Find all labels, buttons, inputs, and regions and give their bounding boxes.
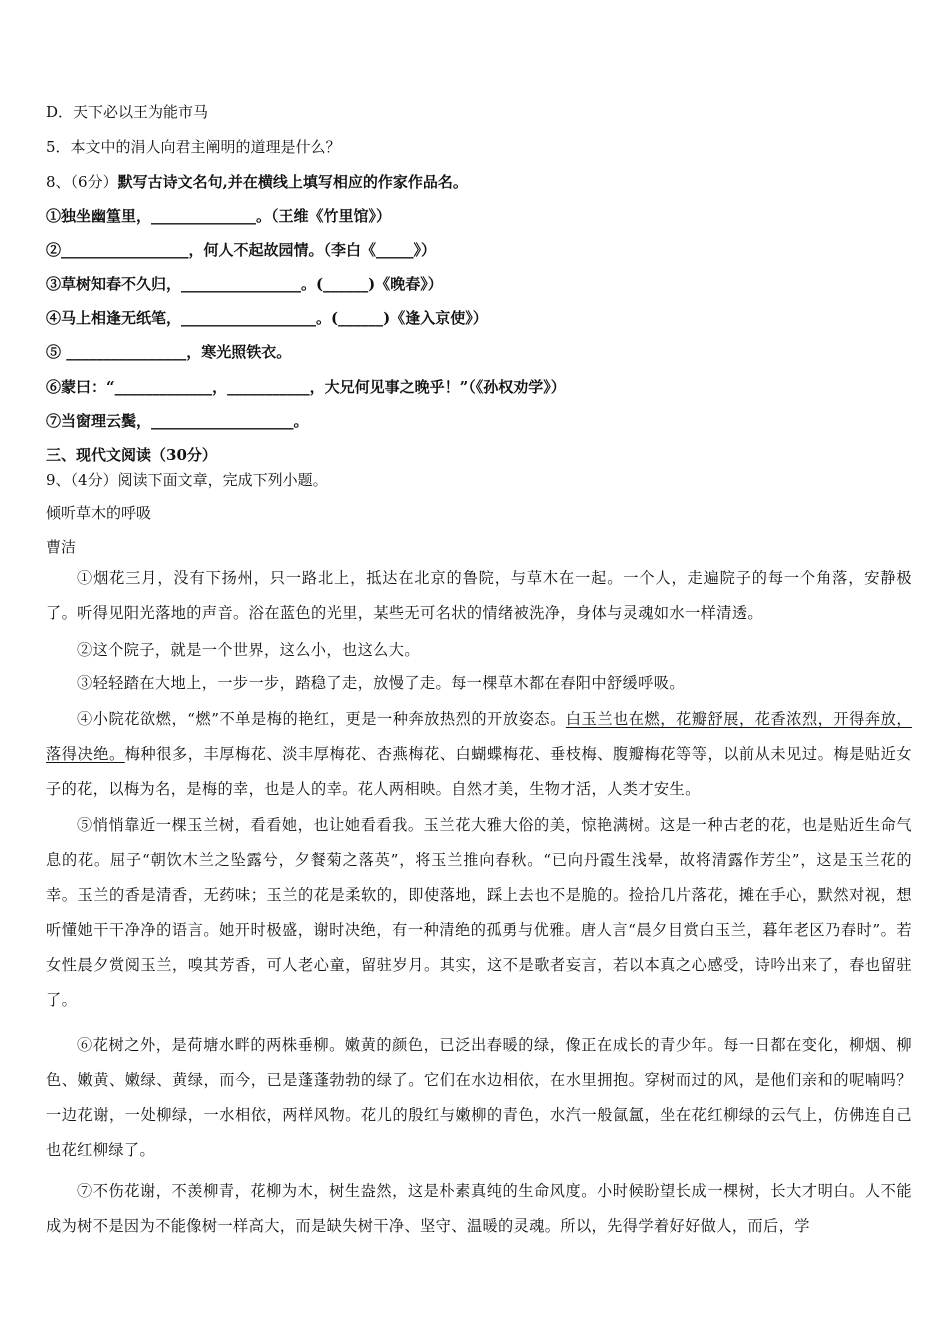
paragraph-6: ⑥花树之外，是荷塘水畔的两株垂柳。嫩黄的颜色，已泛出春暖的绿，像正在成长的青少年。每一日都在变化，柳烟、柳色、嫩黄、嫩绿、黄绿，而今，已是蓬蓬勃勃的绿了。它们在水边相依，在水里拥抱。穿树而过的风，是他们亲和的呢喃吗？一边花谢，一处柳绿，一水相依，两样风物。花儿的殷红与嫩柳的青色，水汽一般氤氲，坐在花红柳绿的云气上，仿佛连自己也花红柳绿了。 — [46, 1036, 912, 1159]
section-3-heading: 三、现代文阅读（30分） — [46, 446, 217, 464]
poem-line-6: ⑥蒙曰：“_____________，___________，大兄何见事之晚乎！”（《孙权劝学》） — [46, 378, 566, 396]
paragraph-5: ⑤悄悄靠近一棵玉兰树，看看她，也让她看看我。玉兰花大雅大俗的美，惊艳满树。这是一种古老的花，也是贴近生命气息的花。屈子“朝饮木兰之坠露兮，夕餐菊之落英”，将玉兰推向春秋。“已向丹霞生浅晕，故将清露作芳尘”，这是玉兰花的幸。玉兰的香是清香，无药味；玉兰的花是柔软的，即使落地，踩上去也不是脆的。捡拾几片落花，摊在手心，默然对视，想听懂她干干净净的语言。她开时极盛，谢时决绝，有一种清绝的孤勇与优雅。唐人言“晨夕目赏白玉兰，暮年老区乃春时”。若女性晨夕赏阅玉兰，嗅其芳香，可人老心童，留驻岁月。其实，这不是歌者妄言，若以本真之心感受，诗吟出来了，春也留驻了。 — [46, 816, 912, 1009]
article-title: 倾听草木的呼吸 — [46, 504, 152, 522]
paragraph-4-underlined-sentence: 白玉兰也在燃，花瓣舒展，花香浓烈，开得奔放，落得决绝。 — [46, 710, 912, 763]
poem-line-2: ②_________________，何人不起故园情。（李白《_____》） — [46, 241, 437, 259]
paragraph-4-lead: ④小院花欲燃，“燃”不单是梅的艳红，更是一种奔放热烈的开放姿态。 — [77, 710, 566, 728]
poem-line-7: ⑦当窗理云鬓，___________________。 — [46, 412, 309, 430]
poem-line-1: ①独坐幽篁里，______________。（王维《竹里馆》） — [46, 207, 392, 225]
paragraph-4 — [46, 702, 912, 807]
question-5: 5．本文中的涓人向君主阐明的道理是什么？ — [46, 138, 341, 156]
paragraph-4-rest: 梅种很多，丰厚梅花、淡丰厚梅花、杏燕梅花、白蝴蝶梅花、垂枝梅、腹瓣梅花等等，以前从未见过。梅是贴近女子的花，以梅为名，是梅的幸，也是人的幸。花人两相映。自然才美，生物才活，人类才安生。 — [46, 745, 913, 798]
paragraph-2: ②这个院子，就是一个世界，这么小，也这么大。 — [77, 641, 420, 659]
paragraph-7: ⑦不伤花谢，不羡柳青，花柳为木，树生盎然，这是朴素真纯的生命风度。小时候盼望长成一棵树，长大才明白。人不能成为树不是因为不能像树一样高大，而是缺失树干净、坚守、温暖的灵魂。所以，先得学着好好做人，而后，学 — [46, 1182, 912, 1235]
question-8 — [46, 172, 468, 192]
paragraph-3: ③轻轻踏在大地上，一步一步，踏稳了走，放慢了走。每一棵草木都在春阳中舒缓呼吸。 — [77, 674, 685, 692]
poem-line-4: ④马上相逢无纸笔，__________________。(______)《逢入京使》） — [46, 309, 488, 327]
question-8-instruction: 默写古诗文名句,并在横线上填写相应的作家作品名。 — [117, 173, 468, 191]
paragraph-1: ①烟花三月，没有下扬州，只一路北上，抵达在北京的鲁院，与草木在一起。一个人，走遍院子的每一个角落，安静极了。听得见阳光落地的声音。浴在蓝色的光里，某些无可名状的情绪被洗净，身体与灵魂如水一样清透。 — [46, 569, 912, 622]
question-9: 9、（4分）阅读下面文章，完成下列小题。 — [46, 471, 328, 489]
poem-line-5: ⑤ ________________，寒光照铁衣。 — [46, 343, 292, 361]
poem-line-3: ③草树知春不久归，________________。(______)《晚春》） — [46, 275, 443, 293]
option-d: D．天下必以王为能市马 — [46, 103, 209, 121]
article-author: 曹洁 — [46, 538, 77, 556]
question-8-score: 8、（6分） — [46, 173, 118, 191]
